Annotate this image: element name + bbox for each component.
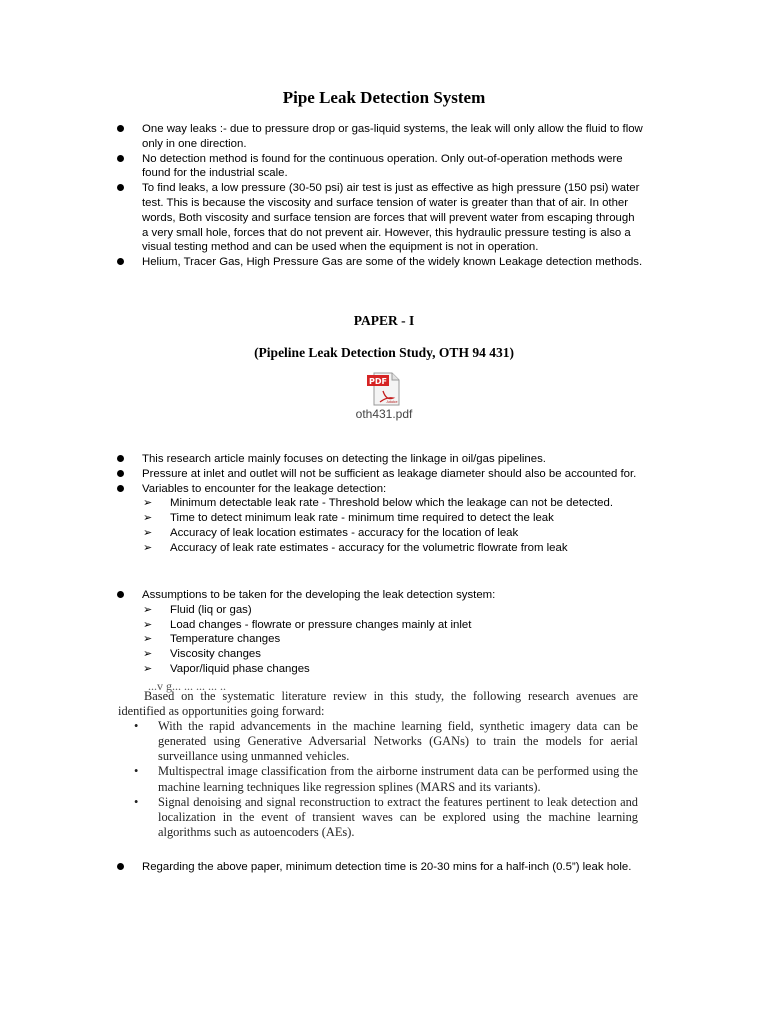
cropped-text-line: ...v g... ... ... ... .. xyxy=(148,679,226,693)
list-item: ➢ Load changes - flowrate or pressure changes mainly at inlet xyxy=(143,617,472,631)
bullet-icon xyxy=(117,455,124,462)
intro-bullet-list xyxy=(114,122,644,270)
arrow-bullet-icon: ➢ xyxy=(143,617,153,631)
list-item: ➢ Accuracy of leak rate estimates - accuracy for the volumetric flowrate from leak xyxy=(143,540,568,554)
list-item: No detection method is found for the continuous operation. Only out-of-operation methods were found for the industrial scale. xyxy=(114,152,644,182)
paper-heading: PAPER - I xyxy=(353,313,415,328)
arrow-bullet-icon: ➢ xyxy=(143,661,153,675)
assumptions-list xyxy=(114,588,644,677)
list-item: This research article mainly focuses on detecting the linkage in oil/gas pipelines. xyxy=(114,452,644,467)
list-item: One way leaks :- due to pressure drop or gas-liquid systems, the leak will only allow the fluid to flow only in one direction. xyxy=(114,122,644,152)
paper-subheading: (Pipeline Leak Detection Study, OTH 94 431) xyxy=(254,345,514,360)
bullet-icon xyxy=(117,258,124,265)
list-item: ➢ Fluid (liq or gas) xyxy=(143,602,252,616)
arrow-bullet-icon: ➢ xyxy=(143,496,153,510)
list-item: ➢ Viscosity changes xyxy=(143,647,261,661)
pasted-excerpt-image xyxy=(118,679,638,843)
list-item: • Multispectral image classification from the airborne instrument data can be performed using the machine learning techniques like regression splines (MARS and its variants). xyxy=(134,764,638,794)
bullet-icon xyxy=(117,125,124,132)
list-item: To find leaks, a low pressure (30-50 psi) air test is just as effective as high pressure (150 psi) water test. This is because the viscosity and surface tension of water is greater than that of air. In other words, Both viscosity and surface tension are forces that will prevent water from escaping through a very small hole, forces that do not prevent air. However, this hydraulic pressure testing is also a visual testing method and can be used when the equipment is not in operation. xyxy=(114,181,644,255)
bullet-icon: • xyxy=(134,794,139,809)
arrow-bullet-icon: ➢ xyxy=(143,525,153,539)
arrow-bullet-icon: ➢ xyxy=(143,602,153,616)
bullet-icon: • xyxy=(134,764,139,779)
excerpt-paragraph: Based on the systematic literature review in this study, the following research avenues are identified as opportunities going forward: xyxy=(118,689,638,719)
list-item: Regarding the above paper, minimum detection time is 20-30 mins for a half-inch (0.5”) leak hole. xyxy=(114,860,644,875)
bullet-icon xyxy=(117,591,124,598)
excerpt-bullet-list xyxy=(118,719,638,840)
bullet-icon: • xyxy=(134,719,139,734)
pdf-file-icon[interactable] xyxy=(366,372,402,406)
bullet-icon xyxy=(117,184,124,191)
arrow-bullet-icon: ➢ xyxy=(143,632,153,646)
assumptions-sublist xyxy=(142,603,644,677)
page-title: Pipe Leak Detection System xyxy=(282,88,486,107)
list-item: Pressure at inlet and outlet will not be sufficient as leakage diameter should also be accounted for. xyxy=(114,467,644,482)
paper-bullet-list xyxy=(114,452,644,556)
bullet-icon xyxy=(117,863,124,870)
bullet-icon xyxy=(117,470,124,477)
arrow-bullet-icon: ➢ xyxy=(143,540,153,554)
list-item: ➢ Temperature changes xyxy=(143,632,281,646)
list-item: Assumptions to be taken for the developing the leak detection system: ➢ Fluid (liq or gas) ➢ Load changes - flowrate or pressure changes mainly at inlet ➢ Temperature changes ➢ Viscosity changes ➢ Vapor/liquid phase changes xyxy=(114,588,644,677)
arrow-bullet-icon: ➢ xyxy=(143,511,153,525)
list-item: ➢ Minimum detectable leak rate - Threshold below which the leakage can not be detected. xyxy=(143,496,614,510)
list-item: ➢ Accuracy of leak location estimates - accuracy for the location of leak xyxy=(143,525,519,539)
list-item: Helium, Tracer Gas, High Pressure Gas are some of the widely known Leakage detection methods. xyxy=(114,255,644,270)
list-item: • Signal denoising and signal reconstruction to extract the features pertinent to leak detection and localization in the event of transient waves can be explored using the machine learning algorithms such as autoencoders (AEs). xyxy=(134,794,638,839)
bullet-icon xyxy=(117,485,124,492)
arrow-bullet-icon: ➢ xyxy=(143,647,153,661)
variables-list xyxy=(142,496,644,555)
conclusion-bullet-list xyxy=(114,860,644,875)
svg-text:Adobe: Adobe xyxy=(386,400,398,404)
list-item: • With the rapid advancements in the machine learning field, synthetic imagery data can be generated using Generative Adversarial Networks (GANs) to train the models for aerial surveillance using unmanned vehicles. xyxy=(134,719,638,764)
attachment-filename[interactable]: oth431.pdf xyxy=(355,407,413,421)
bullet-icon xyxy=(117,155,124,162)
list-item: ➢ Vapor/liquid phase changes xyxy=(143,661,310,675)
svg-text:PDF: PDF xyxy=(369,377,387,386)
list-item: Variables to encounter for the leakage detection: ➢ Minimum detectable leak rate - Threshold below which the leakage can not be detected. ➢ Time to detect minimum leak rate - minimum time required to detect the leak ➢ Accuracy of leak location estimates - accuracy for the location of leak ➢ Accuracy of leak rate estimates - accuracy for the volumetric flowrate from leak xyxy=(114,482,644,556)
list-item: ➢ Time to detect minimum leak rate - minimum time required to detect the leak xyxy=(143,511,554,525)
